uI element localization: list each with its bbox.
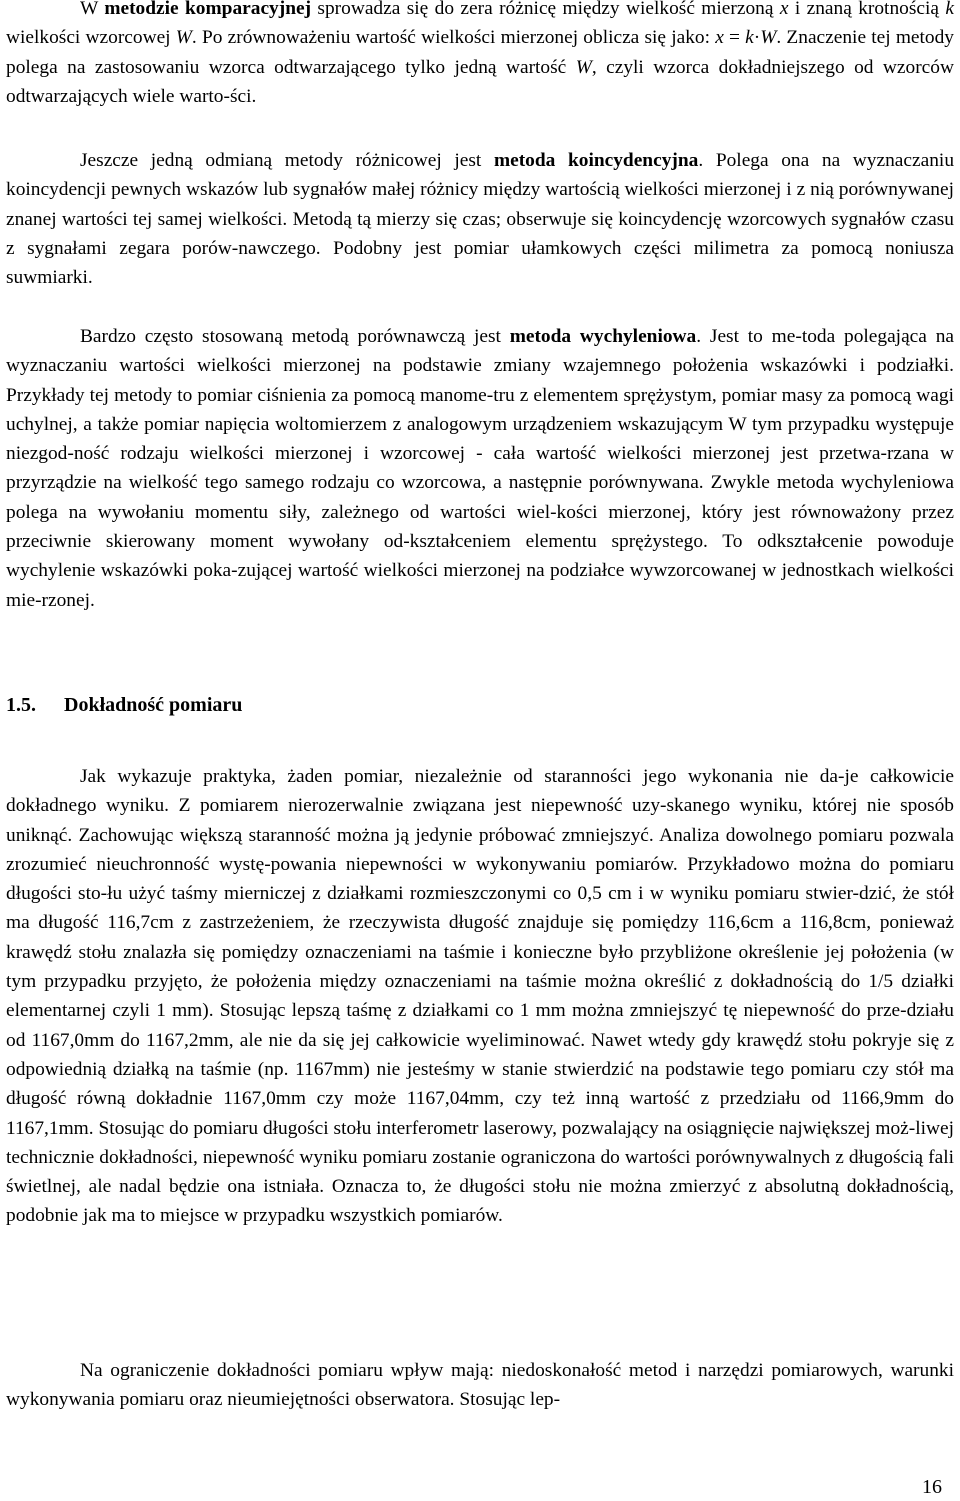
section-title: Dokładność pomiaru bbox=[64, 694, 243, 716]
page-number: 16 bbox=[922, 1476, 942, 1498]
term-koincydencyjna: metoda koincydencyjna bbox=[493, 150, 699, 171]
paragraph-deflection-method: Bardzo często stosowaną metodą porównawczą jest metoda wychyleniowa. Jest to me-toda polegająca na wyznaczaniu wartości wielkości mierzonej na podstawie zmiany wzajemnego położenia wskazówki i podziałki. Przykłady tej metody to pomiar ciśnienia za pomocą manome-tru z elementem sprężystym, pomiar masy za pomocą wagi uchylnej, a także pomiar napięcia woltomierzem z analogowym urządzeniem wskazującym W tym przypadku występuje niezgod-ność rodzaju wielkości mierzonej i wzorcowej - cała wartość wielkości mierzonej jest przetwa-rzana w przyrządzie na wielkość tego samego rodzaju co wzorcowa, a następnie porównywana. Zwykle metoda wychyleniowa polega na wywołaniu momentu siły, zależnego od wartości wiel-kości mierzonej, który jest równoważony przez przeciwnie skierowany moment wywołany od-kształceniem elementu sprężystego. To odkształcenie powoduje wychylenie wskazówki poka-zującej wartość wielkości mierzonej na podziałce wywzorcowanej w jednostkach wielkości mie-rzonej. bbox=[6, 326, 954, 611]
section-number: 1.5. bbox=[6, 694, 36, 716]
term-komparacyjna: metodzie komparacyjnej bbox=[104, 0, 312, 19]
formula: x bbox=[715, 27, 724, 49]
term-wychyleniowa: metoda wychyleniowa bbox=[509, 326, 697, 347]
paragraph-accuracy-limits: Na ograniczenie dokładności pomiaru wpływ mają: niedoskonałość metod i narzędzi pomiarowych, warunki wykonywania pomiaru oraz nieumiejętności obserwatora. Stosując lep- bbox=[6, 1360, 954, 1411]
paragraph-comparative-method: W metodzie komparacyjnej sprowadza się do zera różnicę między wielkość mierzoną x i znaną krotnością k wielkości wzorcowej W. Po zrównoważeniu wartość wielkości mierzonej oblicza się jako: x = k·W. Znaczenie tej metody polega na zastosowaniu wzorca odtwarzającego tylko jedną wartość W, czyli wzorca dokładniejszego od wzorców odtwarzających wiele warto-ści. bbox=[6, 0, 954, 107]
paragraph-measurement-accuracy: Jak wykazuje praktyka, żaden pomiar, niezależnie od staranności jego wykonania nie da-je całkowicie dokładnego wyniku. Z pomiarem nierozerwalnie związana jest niepewność uzy-skanego wyniku, której nie sposób uniknąć. Zachowując większą staranność można ją jedynie próbować zmniejszyć. Analiza dowolnego pomiaru pozwala zrozumieć nieuchronność wystę-powania niepewności w wykonywaniu pomiarów. Przykładowo można do pomiaru długości sto-łu użyć taśmy mierniczej z działkami rozmieszczonymi co 0,5 cm i w wyniku pomiaru stwier-dzić, że stół ma długość 116,7cm z zastrzeżeniem, że rzeczywista długość znajduje się pomiędzy 116,6cm a 116,8cm, ponieważ krawędź stołu znalazła się pomiędzy oznaczeniami na taśmie i konieczne było przybliżone określenie jej położenia (w tym przypadku przyjęto, że położenia między oznaczeniami na taśmie można określić z dokładnością do 1/5 działki elementarnej czyli 1 mm). Stosując lepszą taśmę z działkami co 1 mm można zmniejszyć tę niepewność do prze-działu od 1167,0mm do 1167,2mm, ale nie da się jej całkowicie wyeliminować. Nawet wtedy gdy krawędź stołu pokryje się z odpowiednią działką na taśmie (np. 1167mm) nie jesteśmy w stanie stwierdzić na podstawie tego pomiaru czy stół ma długość równą dokładnie 1167,0mm czy może 1167,04mm, czy też inną wartość z przedziału od 1166,9mm do 1167,1mm. Stosując do pomiaru długości stołu interferometr laserowy, pozwalający na osiągnięcie największej moż-liwej technicznie dokładności, niepewność wyniku pomiaru zostanie ograniczona do wartości porównywalnych z długością fali świetlnej, ale nadal będzie ona istniała. Oznacza to, że długości stołu nie można zmierzyć z absolutną dokładnością, podobnie jak ma to miejsce w przypadku wszystkich pomiarów. bbox=[6, 766, 954, 1227]
paragraph-coincidence-method: Jeszcze jedną odmianą metody różnicowej jest metoda koincydencyjna. Polega ona na wyznaczaniu koincydencji pewnych wskazów lub sygnałów małej różnicy między wartością wielkości mierzonej i z nią porównywanej znanej wartości tej samej wielkości. Metodą tą mierzy się czas; obserwuje się koincydencję wzorcowych sygnałów czasu z sygnałami zegara porów-nawczego. Podobny jest pomiar ułamkowych części milimetra za pomocą noniusza suwmiarki. bbox=[6, 150, 955, 289]
section-heading bbox=[6, 694, 242, 717]
